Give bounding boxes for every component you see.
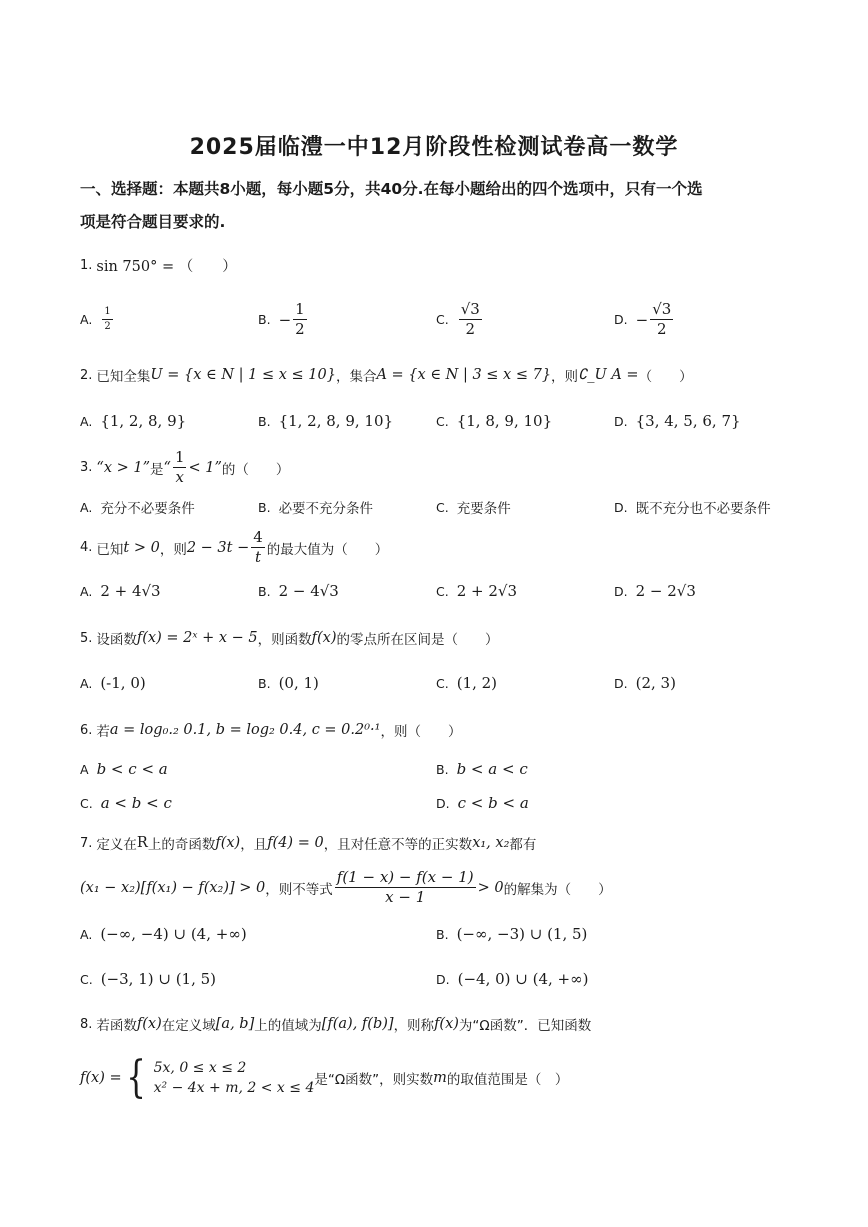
question-7-line2: (x₁ − x₂)[f(x₁) − f(x₂)] > 0 ，则不等式 $\frac{f(1 - x) - f(x - 1)}{x - 1}$ > 0 的解集为（ ） [80, 868, 612, 906]
question-8-line2: f(x) = { 5x, 0 ≤ x ≤ 2 x² − 4x + m, 2 < x ≤ 4 是“Ω函数”，则实数 m 的取值范围是（ ） [80, 1052, 569, 1103]
question-2: 2. 已知全集 U = {x ∈ N | 1 ≤ x ≤ 10} ，集合 A = {x ∈ N | 3 ≤ x ≤ 7} ，则 ∁_U A = （ ） [80, 367, 693, 385]
question-5: 5. 设函数 f(x) = 2ˣ + x − 5 ，则函数 f(x) 的零点所在区间是（ ） [80, 630, 499, 648]
page-title: 2025届临澧一中12月阶段性检测试卷高一数学 [189, 135, 679, 160]
fraction: $\frac{√3}{2}$ [652, 300, 672, 338]
option-a[interactable]: A. (−∞, −4) ∪ (4, +∞) [80, 925, 247, 943]
option-d[interactable]: D. 2 − 2√3 [614, 582, 696, 600]
piecewise-function [122, 1052, 315, 1103]
question-number: 8. [80, 1016, 93, 1032]
question-7-options-row2 [80, 970, 795, 988]
question-number: 6. [80, 722, 93, 738]
question-5-options [80, 674, 795, 692]
question-7-options-row1 [80, 925, 795, 943]
question-number: 5. [80, 630, 93, 646]
option-d[interactable]: D. c < b < a [436, 794, 529, 812]
question-stem: sin 750° = （ ） [96, 259, 237, 275]
option-c[interactable]: C. a < b < c [80, 794, 172, 812]
brace-symbol: { [125, 1052, 146, 1103]
set-u: U = {x ∈ N | 1 ≤ x ≤ 10} [150, 367, 336, 383]
case-1: 5x, 0 ≤ x ≤ 2 [153, 1060, 247, 1076]
option-b[interactable]: B. {1, 2, 8, 9, 10} [258, 412, 394, 430]
question-7-line1: 7. 定义在 R 上的奇函数 f(x) ，且 f(4) = 0 ，且对任意不等的正实数 x₁, x₂ 都有 [80, 835, 537, 853]
question-3-options [80, 497, 795, 517]
section-heading [80, 173, 795, 239]
question-2-options [80, 412, 795, 430]
option-d[interactable]: D. − $\frac{√3}{2}$ [614, 300, 672, 338]
question-8-line1: 8. 若函数 f(x) 在定义域 [a, b] 上的值域为 [f(a), f(b)] ，则称 f(x) 为“Ω函数”．已知函数 [80, 1016, 592, 1034]
option-b[interactable]: B. 2 − 4√3 [258, 582, 339, 600]
question-number: 2. [80, 367, 93, 383]
question-6-options-row1 [80, 760, 795, 778]
set-a: A = {x ∈ N | 3 ≤ x ≤ 7} [376, 367, 552, 383]
fraction: $\frac{f(1 - x) - f(x - 1)}{x - 1}$ [336, 868, 474, 906]
fraction: $\frac{√3}{2}$ [460, 300, 480, 338]
option-c[interactable]: C. $\frac{√3}{2}$ [436, 300, 480, 338]
option-b[interactable]: B. 必要不充分条件 [258, 499, 374, 517]
option-c[interactable]: C. 充要条件 [436, 499, 511, 517]
option-a[interactable]: A. 充分不必要条件 [80, 499, 195, 517]
question-number: 3. [80, 460, 93, 475]
option-a[interactable]: A. {1, 2, 8, 9} [80, 412, 187, 430]
option-a[interactable]: A. (-1, 0) [80, 674, 146, 692]
option-c[interactable]: C. {1, 8, 9, 10} [436, 412, 553, 430]
fraction: $\frac{1}{x}$ [174, 448, 185, 486]
question-6-options-row2 [80, 794, 795, 812]
option-a[interactable]: A. $\frac{1}{2}$ [80, 306, 111, 332]
fraction: $\frac{1}{2}$ [295, 300, 305, 338]
option-c[interactable]: C. (1, 2) [436, 674, 498, 692]
option-b[interactable]: B. b < a < c [436, 760, 528, 778]
section-heading-line2: 项是符合题目要求的. [80, 213, 226, 231]
fraction: $\frac{4}{t}$ [253, 528, 263, 566]
question-3: 3. “x > 1” 是 “ $\frac{1}{x}$ < 1” 的（ ） [80, 448, 290, 486]
option-a[interactable]: A. 2 + 4√3 [80, 582, 161, 600]
question-number: 1. [80, 258, 93, 273]
question-4-options [80, 582, 795, 600]
case-2: x² − 4x + m, 2 < x ≤ 4 [153, 1080, 315, 1096]
question-1 [80, 255, 795, 276]
option-d[interactable]: D. 既不充分也不必要条件 [614, 499, 771, 517]
option-b[interactable]: B. (0, 1) [258, 674, 319, 692]
option-c[interactable]: C. 2 + 2√3 [436, 582, 517, 600]
question-6: 6. 若 a = log₀.₂ 0.1, b = log₂ 0.4, c = 0.2⁰·¹ ，则（ ） [80, 722, 462, 740]
option-b[interactable]: B. (−∞, −3) ∪ (1, 5) [436, 925, 588, 943]
question-number: 7. [80, 835, 93, 851]
fraction: $\frac{1}{2}$ [104, 306, 111, 332]
option-d[interactable]: D. (2, 3) [614, 674, 676, 692]
option-d[interactable]: D. {3, 4, 5, 6, 7} [614, 412, 741, 430]
question-4: 4. 已知 t > 0 ，则 2 − 3t − $\frac{4}{t}$ 的最大值为（ ） [80, 528, 389, 566]
complement: ∁_U A = [578, 367, 639, 383]
option-d[interactable]: D. (−4, 0) ∪ (4, +∞) [436, 970, 589, 988]
section-heading-line1: 一、选择题：本题共8小题，每小题5分，共40分.在每小题给出的四个选项中，只有一个选 [80, 180, 703, 198]
option-b[interactable]: B. − $\frac{1}{2}$ [258, 300, 305, 338]
question-number: 4. [80, 540, 93, 555]
option-a[interactable]: A b < c < a [80, 760, 168, 778]
question-1-options [80, 302, 795, 337]
option-c[interactable]: C. (−3, 1) ∪ (1, 5) [80, 970, 217, 988]
